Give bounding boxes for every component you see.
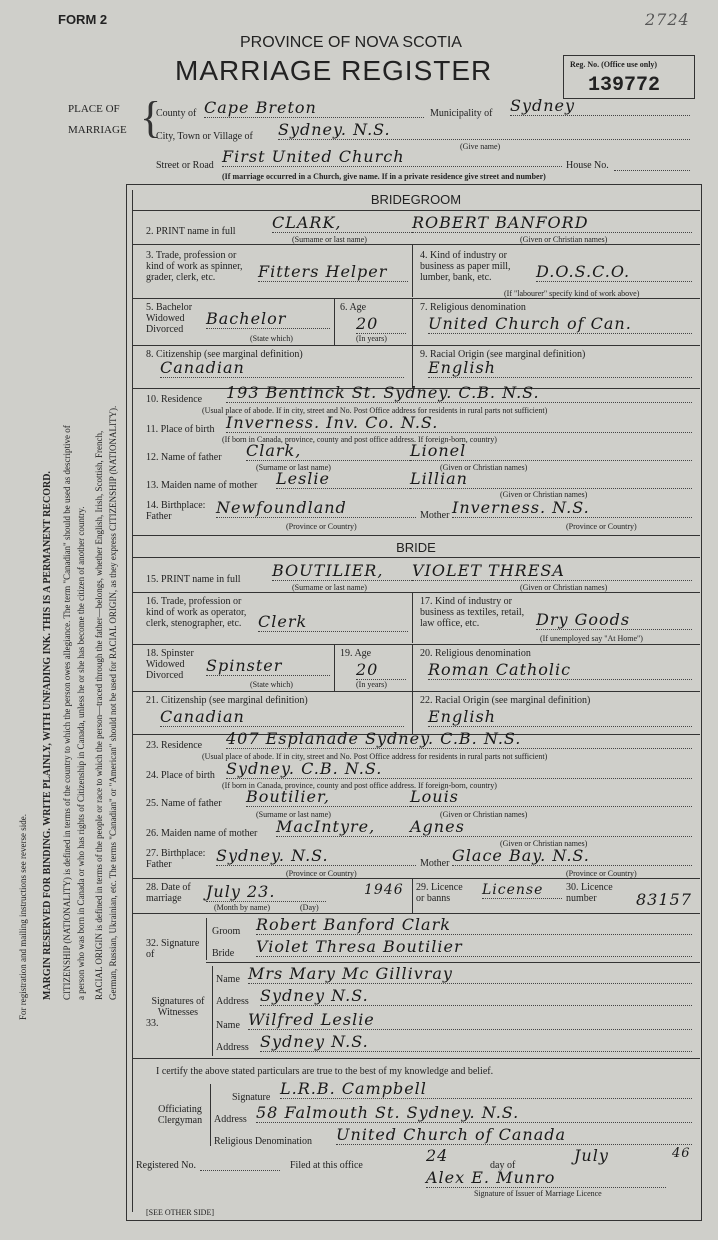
day-caption: (Day) — [300, 903, 319, 912]
f6-label: 6. Age — [340, 302, 367, 313]
groom-age: 20 — [356, 314, 406, 334]
f21-label: 21. Citizenship (see marginal definition) — [146, 695, 308, 706]
bride-heading: BRIDE — [396, 540, 436, 555]
bride-residence: 407 Esplanade Sydney. C.B. N.S. — [226, 729, 692, 749]
f33-label: 33. — [146, 1018, 159, 1029]
bride-sig-label: Bride — [212, 948, 235, 959]
mother-given-caption: (Given or Christian names) — [500, 490, 588, 499]
groom-citizenship: Canadian — [160, 358, 404, 378]
w2-name-label: Name — [216, 1020, 240, 1031]
f15-label: 15. PRINT name in full — [146, 574, 241, 585]
groom-birthplace: Inverness. Inv. Co. N.S. — [226, 413, 692, 433]
cert-sig-label: Signature — [232, 1092, 271, 1103]
residence-caption: (Usual place of abode. If in city, street and No. Post Office address for residents in rural parts not sufficient) — [202, 406, 548, 415]
father-given-caption: (Given or Christian names) — [440, 463, 528, 472]
marriage-year: 1946 — [364, 882, 404, 898]
see-other-side: [SEE OTHER SIDE] — [146, 1208, 214, 1217]
f22-label: 22. Racial Origin (see marginal definition) — [420, 695, 591, 706]
groom-signature: Robert Banford Clark — [256, 915, 692, 935]
labourer-note: (If "labourer" specify kind of work above) — [504, 289, 640, 298]
f32-label: 32. Signature of — [146, 938, 200, 960]
bride-mother-prov-caption: (Province or Country) — [566, 869, 637, 878]
give-name-caption: (Give name) — [460, 142, 501, 151]
groom-industry: D.O.S.C.O. — [536, 262, 692, 282]
w1-address-label: Address — [216, 996, 249, 1007]
f20-label: 20. Religious denomination — [420, 648, 531, 659]
f23-label: 23. Residence — [146, 740, 203, 751]
bride-surname: BOUTILIER, — [272, 561, 412, 581]
cert-text: I certify the above stated particulars are true to the best of my knowledge and belief. — [156, 1066, 494, 1077]
bride-years-caption: (In years) — [356, 680, 387, 689]
bride-father-birthplace: Sydney. N.S. — [216, 846, 416, 866]
f5-label: 5. Bachelor Widowed Divorced — [146, 302, 193, 335]
f9-label: 9. Racial Origin (see marginal definition) — [420, 349, 586, 360]
place-note: (If marriage occurred in a Church, give name. If in a private residence give street and number) — [222, 172, 546, 181]
birth-caption: (If born in Canada, province, county and post office address. If foreign-born, country) — [222, 435, 497, 444]
registered-value — [200, 1158, 280, 1171]
municipality-value: Sydney — [510, 96, 690, 116]
marriage-date: July 23. — [206, 882, 326, 902]
groom-religion: United Church of Can. — [428, 314, 692, 334]
bride-father-given: Louis — [410, 787, 692, 807]
groom-mother-surname: Leslie — [276, 469, 410, 489]
day-of-label: day of — [490, 1160, 516, 1171]
bride-given: VIOLET THRESA — [412, 561, 692, 581]
f3-label: 3. Trade, profession or kind of work as spinner, grader, clerk, etc. — [146, 250, 243, 283]
street-label: Street or Road — [156, 160, 214, 171]
filed-day: 24 — [426, 1146, 449, 1165]
f17-label: 17. Kind of industry or business as textiles, retail, law office, etc. — [420, 596, 525, 629]
groom-heading: BRIDEGROOM — [370, 192, 462, 207]
side-instructions: For registration and mailing instructions see reverse side. — [18, 814, 28, 1020]
groom-trade: Fitters Helper — [258, 262, 408, 282]
place-label-2: MARRIAGE — [68, 124, 127, 136]
f19-label: 19. Age — [340, 648, 372, 659]
f2-label: 2. PRINT name in full — [146, 226, 236, 237]
bride-father-surname: Boutilier, — [246, 787, 410, 807]
city-label: City, Town or Village of — [156, 131, 253, 142]
f26-label: 26. Maiden name of mother — [146, 828, 258, 839]
bride-trade: Clerk — [258, 612, 408, 632]
licence-number: 83157 — [636, 890, 692, 909]
county-value: Cape Breton — [204, 98, 424, 118]
f18-label: 18. Spinster Widowed Divorced — [146, 648, 194, 681]
bride-industry: Dry Goods — [536, 610, 692, 630]
f8-label: 8. Citizenship (see marginal definition) — [146, 349, 303, 360]
filed-year: 46 — [672, 1146, 691, 1161]
issuer-signature: Alex E. Munro — [426, 1168, 666, 1188]
state-which-caption: (State which) — [250, 334, 293, 343]
bride-father-given-caption: (Given or Christian names) — [440, 810, 528, 819]
side-citizenship-def-2: a person who was born in Canada or who has rights of Citizenship in Canada, unless he or she has become the citizen of another country. — [76, 506, 86, 1000]
groom-mother-given: Lillian — [410, 469, 692, 489]
officiating-label: Officiating Clergyman — [157, 1104, 203, 1126]
f7-label: 7. Religious denomination — [420, 302, 526, 313]
f30-label: 30. Licence number — [566, 882, 613, 904]
father-prov-caption: (Province or Country) — [286, 522, 357, 531]
f28-label: 28. Date of marriage — [146, 882, 191, 904]
street-value: First United Church — [222, 147, 562, 167]
bride-residence-caption: (Usual place of abode. If in city, street and No. Post Office address for residents in rural parts not sufficient) — [202, 752, 548, 761]
groom-rule — [132, 210, 700, 211]
filed-label: Filed at this office — [290, 1160, 363, 1171]
f4-label: 4. Kind of industry or business as paper mill, lumber, bank, etc. — [420, 250, 511, 283]
bride-age: 20 — [356, 660, 406, 680]
bride-father-prov-caption: (Province or Country) — [286, 869, 357, 878]
groom-racial: English — [428, 358, 692, 378]
place-label-1: PLACE OF — [68, 103, 120, 115]
clergyman-address: 58 Falmouth St. Sydney. N.S. — [256, 1103, 692, 1123]
reg-no-label: Reg. No. (Office use only) — [570, 60, 658, 69]
f16-label: 16. Trade, profession or kind of work as operator, clerk, stenographer, etc. — [146, 596, 247, 629]
bride-mother-surname: MacIntyre, — [276, 817, 410, 837]
witness2-address: Sydney N.S. — [260, 1032, 692, 1052]
page-title: MARRIAGE REGISTER — [175, 55, 493, 86]
f25-label: 25. Name of father — [146, 798, 222, 809]
bride-state-caption: (State which) — [250, 680, 293, 689]
w1-name-label: Name — [216, 974, 240, 985]
reg-no-box — [563, 55, 695, 99]
bride-citizenship: Canadian — [160, 707, 404, 727]
groom-father-surname: Clark, — [246, 441, 410, 461]
bride-mother-birthplace: Glace Bay. N.S. — [452, 846, 692, 866]
f24-label: 24. Place of birth — [146, 770, 215, 781]
month-caption: (Month by name) — [214, 903, 270, 912]
witness1-address: Sydney N.S. — [260, 986, 692, 1006]
bride-given-caption: (Given or Christian names) — [520, 583, 608, 592]
home-note: (If unemployed say "At Home") — [540, 634, 643, 643]
bride-status: Spinster — [206, 656, 330, 676]
groom-residence: 193 Bentinck St. Sydney. C.B. N.S. — [226, 383, 692, 403]
groom-sig-label: Groom — [212, 926, 241, 937]
witness-label: Signatures of Witnesses — [151, 996, 205, 1018]
bride-religion: Roman Catholic — [428, 660, 692, 680]
municipality-label: Municipality of — [430, 108, 493, 119]
f14-label: 14. Birthplace: Father — [146, 500, 206, 522]
bride-mother-given-caption: (Given or Christian names) — [500, 839, 588, 848]
house-label: House No. — [566, 160, 609, 171]
f12-label: 12. Name of father — [146, 452, 222, 463]
county-label: County of — [156, 108, 197, 119]
bride-birthplace: Sydney. C.B. N.S. — [226, 759, 692, 779]
f11-label: 11. Place of birth — [146, 424, 215, 435]
cert-address-label: Address — [214, 1114, 247, 1125]
bride-birth-caption: (If born in Canada, province, county and post office address. If foreign-born, country) — [222, 781, 497, 790]
in-years-caption: (In years) — [356, 334, 387, 343]
side-racial-def-1: RACIAL ORIGIN is defined in terms of the people or race to which the person—traced through the father—belongs, whether English, Irish, Scottish, French, — [94, 430, 104, 1000]
form-number: FORM 2 — [58, 12, 108, 27]
groom-surname: CLARK, — [272, 213, 412, 233]
clergyman-denomination: United Church of Canada — [336, 1125, 692, 1145]
bride-surname-caption: (Surname or last name) — [292, 583, 367, 592]
groom-mother-birthplace: Inverness. N.S. — [452, 498, 692, 518]
reg-no-value: 139772 — [588, 74, 661, 97]
province-title: PROVINCE OF NOVA SCOTIA — [240, 34, 462, 51]
registered-label: Registered No. — [136, 1160, 196, 1171]
bride-signature: Violet Thresa Boutilier — [256, 937, 692, 957]
given-caption: (Given or Christian names) — [520, 235, 608, 244]
f27-label: 27. Birthplace: Father — [146, 848, 206, 870]
f13-label: 13. Maiden name of mother — [146, 480, 258, 491]
groom-father-given: Lionel — [410, 441, 692, 461]
mother-prov-caption: (Province or Country) — [566, 522, 637, 531]
w2-address-label: Address — [216, 1042, 249, 1053]
bride-mother-label: Mother — [420, 858, 450, 869]
surname-caption: (Surname or last name) — [292, 235, 367, 244]
f10-label: 10. Residence — [146, 394, 203, 405]
f29-label: 29. Licence or banns — [416, 882, 463, 904]
father-surname-caption: (Surname or last name) — [256, 463, 331, 472]
groom-father-birthplace: Newfoundland — [216, 498, 416, 518]
licence-type: License — [482, 882, 562, 899]
side-margin-reserved: MARGIN RESERVED FOR BINDING. WRITE PLAINLY, WITH UNFADING INK. THIS IS A PERMANENT RECORD. — [42, 471, 53, 1000]
denomination-label: Religious Denomination — [214, 1136, 313, 1147]
issuer-caption: Signature of Issuer of Marriage Licence — [474, 1189, 602, 1198]
bride-father-surname-caption: (Surname or last name) — [256, 810, 331, 819]
groom-status: Bachelor — [206, 309, 330, 329]
bride-racial: English — [428, 707, 692, 727]
clergyman-signature: L.R.B. Campbell — [280, 1079, 692, 1099]
bride-mother-given: Agnes — [410, 817, 692, 837]
side-citizenship-def-1: CITIZENSHIP (NATIONALITY) is defined in terms of the country to which the person owes allegiance. The term "Canadian" should be used as descriptive of — [62, 425, 72, 1000]
side-racial-def-2: German, Russian, Ukrainian, etc. The terms "Canadian" or "American" should not be used for RACIAL ORIGIN, as they express CITIZENSHIP (NATIONALITY). — [108, 405, 118, 1000]
groom-mother-label: Mother — [420, 510, 450, 521]
filed-month: July — [574, 1146, 609, 1165]
corner-number: 2724 — [645, 10, 690, 29]
house-value — [614, 158, 690, 171]
place-brace: { — [140, 93, 162, 142]
city-value: Sydney. N.S. — [278, 120, 690, 140]
groom-given: ROBERT BANFORD — [412, 213, 692, 233]
witness1-name: Mrs Mary Mc Gillivray — [248, 964, 692, 984]
witness2-name: Wilfred Leslie — [248, 1010, 692, 1030]
